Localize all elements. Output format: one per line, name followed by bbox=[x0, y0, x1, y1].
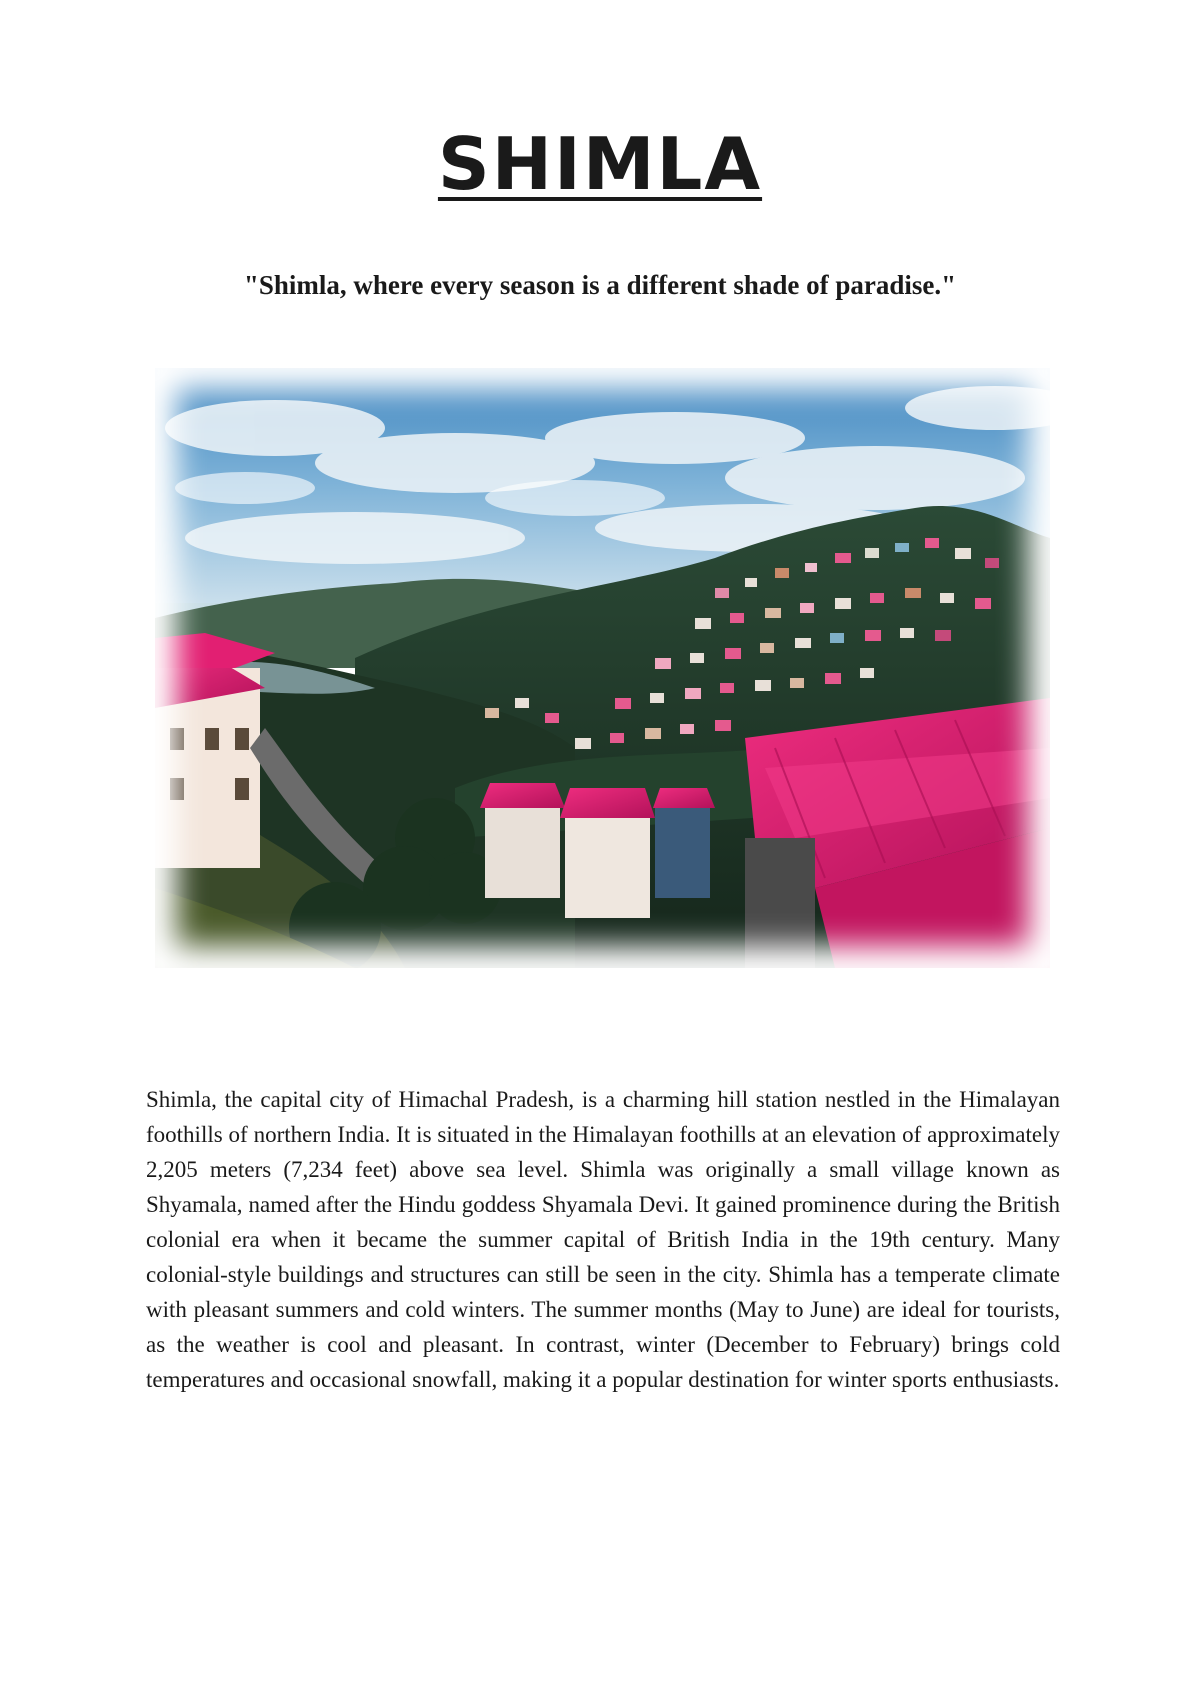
page-title-text: SHIMLA bbox=[437, 122, 763, 206]
shimla-hillside-illustration bbox=[155, 368, 1050, 968]
tagline-quote: "Shimla, where every season is a different shade of paradise." bbox=[243, 270, 957, 300]
body-paragraph: Shimla, the capital city of Himachal Pradesh, is a charming hill station nestled in the Himalayan foothills of northern India. It is situated in the Himalayan foothills at an elevation of approximately 2,205 meters (7,234 feet) above sea level. Shimla was originally a small village known as Shyamala, named after the Hindu goddess Shyamala Devi. It gained prominence during the British colonial era when it became the summer capital of British India in the 19th century. Many colonial-style buildings and structures can still be seen in the city. Shimla has a temperate climate with pleasant summers and cold winters. The summer months (May to June) are ideal for tourists, as the weather is cool and pleasant. In contrast, winter (December to February) brings cold temperatures and occasional snowfall, making it a popular destination for winter sports enthusiasts. bbox=[146, 1087, 1060, 1392]
shimla-photo bbox=[155, 368, 1050, 968]
page-title bbox=[0, 122, 1200, 206]
